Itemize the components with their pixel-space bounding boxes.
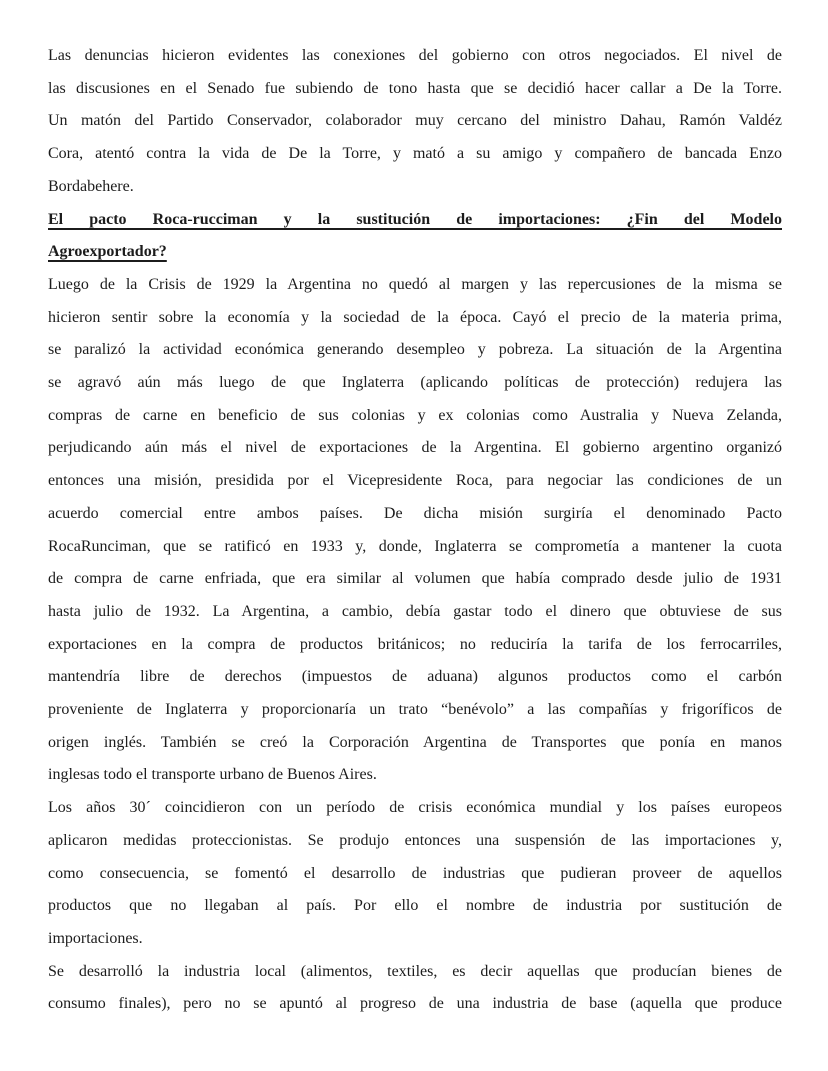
text-line: Cora, atentó contra la vida de De la Torre, y mató a su amigo y compañero de bancada Enzo	[48, 145, 782, 163]
text-line: se agravó aún más luego de que Inglaterra (aplicando políticas de protección) redujera las	[48, 374, 782, 392]
text-line: Un matón del Partido Conservador, colaborador muy cercano del ministro Dahau, Ramón Valdéz	[48, 112, 782, 130]
text-line: Las denuncias hicieron evidentes las conexiones del gobierno con otros negociados. El nivel de	[48, 47, 782, 64]
section-heading	[48, 204, 782, 269]
text-line: inglesas todo el transporte urbano de Buenos Aires.	[48, 766, 377, 784]
heading-line: Agroexportador?	[48, 243, 167, 261]
text-line: de compra de carne enfriada, que era similar al volumen que había comprado desde julio de 1931	[48, 570, 782, 588]
paragraph	[48, 269, 782, 792]
heading-line: El pacto Roca-rucciman y la sustitución de importaciones: ¿Fin del Modelo	[48, 210, 782, 228]
document-body	[48, 40, 782, 1021]
text-line: se paralizó la actividad económica generando desempleo y pobreza. La situación de la Argentina	[48, 341, 782, 359]
paragraph	[48, 40, 782, 204]
text-line: entonces una misión, presidida por el Vicepresidente Roca, para negociar las condiciones de un	[48, 472, 782, 490]
text-line: consumo finales), pero no se apuntó al progreso de una industria de base (aquella que produce	[48, 995, 782, 1013]
text-line: como consecuencia, se fomentó el desarrollo de industrias que pudieran proveer de aquellos	[48, 864, 782, 882]
text-line: compras de carne en beneficio de sus colonias y ex colonias como Australia y Nueva Zelanda,	[48, 406, 782, 424]
text-line: hicieron sentir sobre la economía y la sociedad de la época. Cayó el precio de la materia prima,	[48, 308, 782, 326]
text-line: proveniente de Inglaterra y proporcionaría un trato “benévolo” a las compañías y frigoríficos de	[48, 701, 782, 719]
text-line: importaciones.	[48, 929, 143, 947]
text-line: acuerdo comercial entre ambos países. De dicha misión surgiría el denominado Pacto	[48, 504, 782, 522]
text-line: origen inglés. También se creó la Corporación Argentina de Transportes que ponía en manos	[48, 733, 782, 751]
text-line: mantendría libre de derechos (impuestos de aduana) algunos productos como el carbón	[48, 668, 782, 686]
text-line: exportaciones en la compra de productos británicos; no reduciría la tarifa de los ferrocarriles,	[48, 635, 782, 653]
paragraph	[48, 956, 782, 1021]
text-line: aplicaron medidas proteccionistas. Se produjo entonces una suspensión de las importaciones y,	[48, 831, 782, 849]
text-line: Luego de la Crisis de 1929 la Argentina no quedó al margen y las repercusiones de la misma se	[48, 275, 782, 293]
text-line: hasta julio de 1932. La Argentina, a cambio, debía gastar todo el dinero que obtuviese de sus	[48, 602, 782, 620]
text-line: productos que no llegaban al país. Por ello el nombre de industria por sustitución de	[48, 897, 782, 915]
text-line: Bordabehere.	[48, 177, 134, 195]
text-line: Se desarrolló la industria local (alimentos, textiles, es decir aquellas que producían bienes de	[48, 962, 782, 980]
text-line: perjudicando aún más el nivel de exportaciones de la Argentina. El gobierno argentino organizó	[48, 439, 782, 457]
text-line: las discusiones en el Senado fue subiendo de tono hasta que se decidió hacer callar a De la Torre.	[48, 79, 782, 97]
text-line: Los años 30´ coincidieron con un período de crisis económica mundial y los países europeos	[48, 799, 782, 817]
text-line: RocaRunciman, que se ratificó en 1933 y, donde, Inglaterra se comprometía a mantener la cuota	[48, 537, 782, 555]
paragraph	[48, 792, 782, 956]
